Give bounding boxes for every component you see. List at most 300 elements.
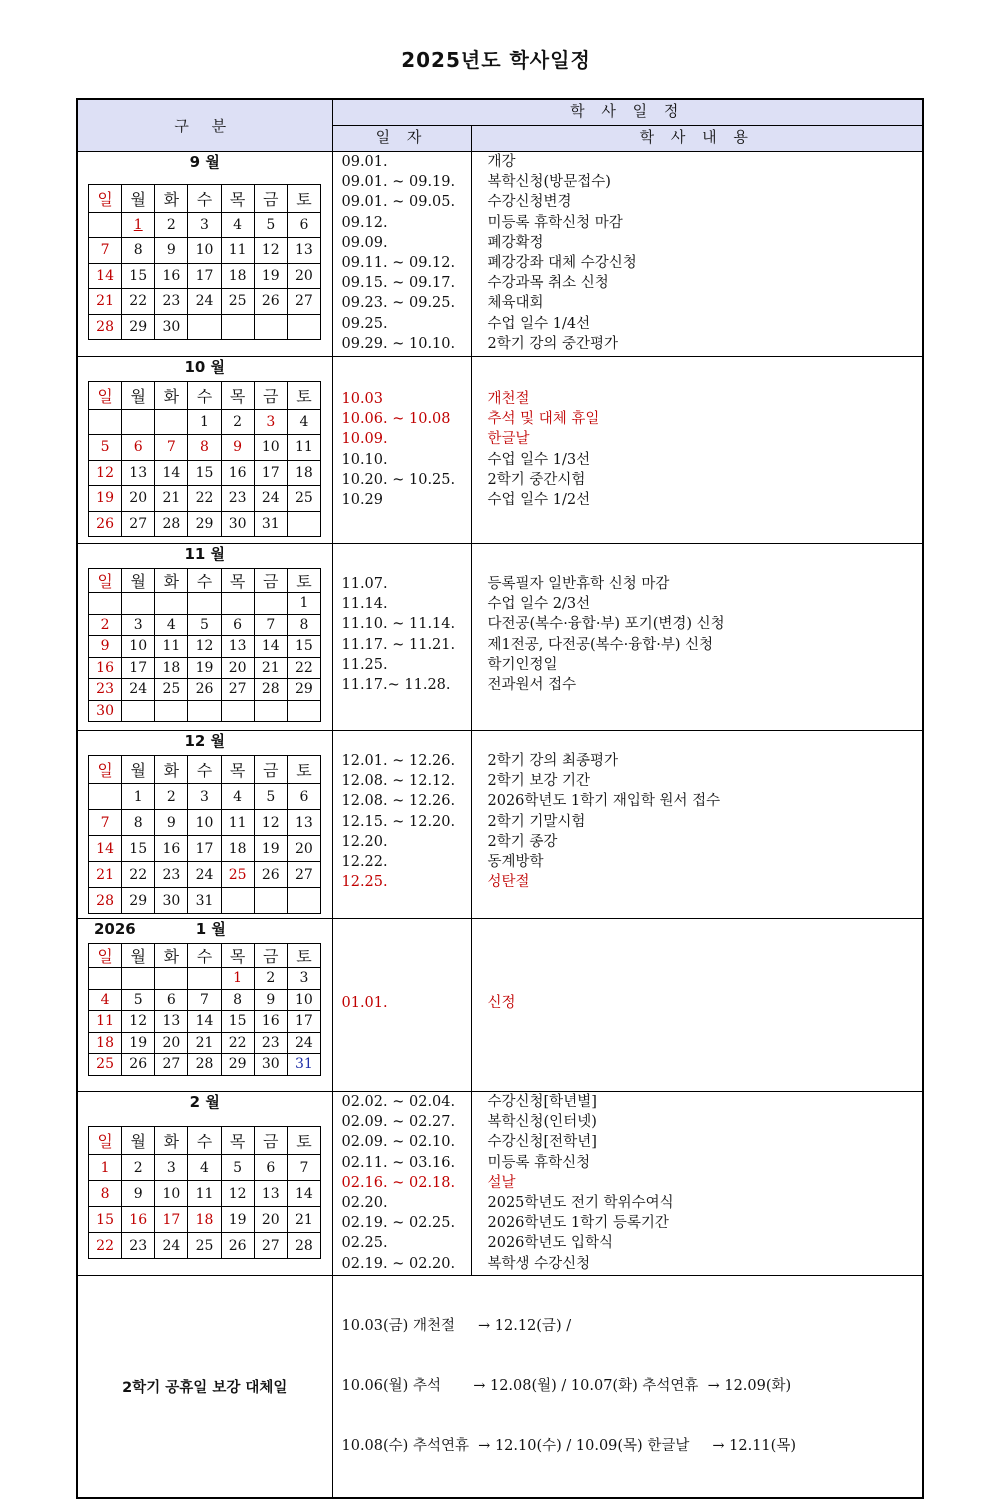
event-contents-cell bbox=[471, 919, 923, 1092]
event-date: 10.20. ~ 10.25. bbox=[341, 471, 456, 488]
weekday-label: 화 bbox=[155, 185, 188, 213]
calendar-day: 7 bbox=[254, 614, 287, 636]
calendar-day: 4 bbox=[155, 614, 188, 636]
calendar-day: 5 bbox=[254, 784, 287, 810]
calendar-day bbox=[221, 593, 254, 615]
calendar-day: 24 bbox=[155, 1233, 188, 1259]
calendar-day: 19 bbox=[89, 486, 122, 512]
weekday-label: 수 bbox=[188, 1127, 221, 1155]
month-row bbox=[77, 919, 923, 1092]
event-text: 수업 일수 1/3선 bbox=[487, 451, 591, 468]
calendar-day: 9 bbox=[155, 810, 188, 836]
weekday-label: 월 bbox=[122, 185, 155, 213]
event-dates-cell bbox=[332, 544, 471, 731]
footer-line: 10.06(월) 추석 → 12.08(월) / 10.07(화) 추석연휴 → 12.09(화) bbox=[341, 1378, 792, 1395]
calendar-day bbox=[122, 968, 155, 990]
event-date: 11.25. bbox=[341, 656, 388, 673]
calendar-day: 13 bbox=[287, 238, 320, 264]
page-title: 2025년도 학사일정 bbox=[401, 48, 591, 72]
footer-line: 10.03(금) 개천절 → 12.12(금) / bbox=[341, 1318, 572, 1334]
event-text: 폐강확정 bbox=[487, 234, 544, 251]
calendar-day: 9 bbox=[254, 989, 287, 1011]
calendar-day: 11 bbox=[188, 1181, 221, 1207]
calendar-day: 14 bbox=[155, 460, 188, 486]
calendar-day bbox=[188, 593, 221, 615]
calendar-day: 6 bbox=[254, 1155, 287, 1181]
weekday-label: 금 bbox=[254, 185, 287, 213]
calendar-day: 29 bbox=[287, 679, 320, 701]
schedule-header: 학 사 일 정 bbox=[332, 99, 923, 126]
calendar-day: 20 bbox=[254, 1207, 287, 1233]
calendar-day: 19 bbox=[254, 836, 287, 862]
calendar-day: 18 bbox=[89, 1032, 122, 1054]
calendar-day: 19 bbox=[188, 657, 221, 679]
weekday-label: 토 bbox=[287, 569, 320, 593]
weekday-label: 토 bbox=[287, 1127, 320, 1155]
month-calendar-cell bbox=[77, 731, 332, 919]
calendar-day: 17 bbox=[188, 263, 221, 289]
calendar-day: 1 bbox=[287, 593, 320, 615]
calendar-day: 28 bbox=[155, 511, 188, 537]
weekday-label: 금 bbox=[254, 756, 287, 784]
event-dates-cell bbox=[332, 1092, 471, 1276]
calendar-day: 31 bbox=[287, 1054, 320, 1076]
calendar-day: 6 bbox=[221, 614, 254, 636]
event-date: 09.15. ~ 09.17. bbox=[341, 275, 456, 292]
event-text: 신정 bbox=[487, 995, 516, 1011]
event-date: 10.03 bbox=[341, 391, 384, 407]
calendar-day: 6 bbox=[287, 212, 320, 238]
calendar-day: 19 bbox=[254, 263, 287, 289]
mini-calendar bbox=[88, 381, 321, 537]
calendar-day: 4 bbox=[287, 409, 320, 435]
calendar-day: 30 bbox=[155, 314, 188, 340]
calendar-day: 2 bbox=[254, 968, 287, 990]
event-date: 09.01. ~ 09.05. bbox=[341, 194, 456, 211]
weekday-label: 일 bbox=[89, 944, 122, 968]
event-date: 12.15. ~ 12.20. bbox=[341, 813, 456, 830]
weekday-label: 목 bbox=[221, 185, 254, 213]
calendar-day: 21 bbox=[188, 1032, 221, 1054]
calendar-day bbox=[287, 511, 320, 537]
event-text: 2학기 종강 bbox=[487, 833, 558, 850]
calendar-day: 15 bbox=[122, 836, 155, 862]
month-row bbox=[77, 152, 923, 357]
month-title: 2 월 bbox=[189, 1093, 220, 1111]
calendar-day: 4 bbox=[89, 989, 122, 1011]
event-text: 미등록 휴학신청 bbox=[487, 1154, 591, 1171]
calendar-day: 17 bbox=[254, 460, 287, 486]
calendar-day: 27 bbox=[122, 511, 155, 537]
calendar-day: 2 bbox=[155, 212, 188, 238]
month-calendar-cell bbox=[77, 357, 332, 544]
calendar-day: 3 bbox=[254, 409, 287, 435]
calendar-day: 7 bbox=[287, 1155, 320, 1181]
weekday-label: 토 bbox=[287, 756, 320, 784]
calendar-day: 4 bbox=[221, 212, 254, 238]
weekday-label: 수 bbox=[188, 944, 221, 968]
calendar-day: 14 bbox=[89, 263, 122, 289]
calendar-day: 3 bbox=[188, 784, 221, 810]
calendar-day: 30 bbox=[254, 1054, 287, 1076]
event-text: 등록필자 일반휴학 신청 마감 bbox=[487, 576, 670, 592]
calendar-day: 14 bbox=[287, 1181, 320, 1207]
calendar-day: 29 bbox=[221, 1054, 254, 1076]
event-text: 제1전공, 다전공(복수·융합·부) 신청 bbox=[487, 636, 714, 653]
event-text: 성탄절 bbox=[487, 874, 530, 891]
calendar-day: 24 bbox=[188, 862, 221, 888]
calendar-day: 5 bbox=[89, 435, 122, 461]
date-header: 일 자 bbox=[332, 126, 471, 152]
event-contents-cell bbox=[471, 731, 923, 919]
calendar-day: 15 bbox=[89, 1207, 122, 1233]
calendar-day: 2 bbox=[155, 784, 188, 810]
calendar-day: 10 bbox=[188, 238, 221, 264]
calendar-day: 23 bbox=[89, 679, 122, 701]
calendar-day: 16 bbox=[155, 836, 188, 862]
month-calendar-cell bbox=[77, 919, 332, 1092]
month-title: 9 월 bbox=[189, 153, 220, 171]
weekday-label: 금 bbox=[254, 569, 287, 593]
calendar-day: 28 bbox=[188, 1054, 221, 1076]
calendar-day bbox=[122, 593, 155, 615]
year-label: 2026 bbox=[94, 920, 136, 938]
event-text: 2학기 중간시험 bbox=[487, 471, 586, 488]
content-header: 학 사 내 용 bbox=[471, 126, 923, 152]
calendar-day: 25 bbox=[155, 679, 188, 701]
calendar-day bbox=[89, 593, 122, 615]
calendar-day: 12 bbox=[221, 1181, 254, 1207]
calendar-day: 5 bbox=[122, 989, 155, 1011]
calendar-day: 13 bbox=[287, 810, 320, 836]
calendar-day: 22 bbox=[89, 1233, 122, 1259]
month-title: 11 월 bbox=[184, 545, 226, 563]
calendar-day: 30 bbox=[89, 700, 122, 722]
calendar-day bbox=[155, 409, 188, 435]
weekday-label: 일 bbox=[89, 382, 122, 410]
event-text: 수강신청변경 bbox=[487, 194, 572, 211]
calendar-day: 23 bbox=[155, 862, 188, 888]
month-calendar-cell bbox=[77, 544, 332, 731]
weekday-label: 금 bbox=[254, 1127, 287, 1155]
event-text: 수업 일수 2/3선 bbox=[487, 596, 591, 613]
calendar-day: 3 bbox=[188, 212, 221, 238]
calendar-day: 31 bbox=[188, 888, 221, 914]
calendar-day bbox=[287, 888, 320, 914]
event-text: 2학기 보강 기간 bbox=[487, 773, 590, 790]
calendar-day: 24 bbox=[287, 1032, 320, 1054]
calendar-day: 2 bbox=[221, 409, 254, 435]
calendar-day: 6 bbox=[287, 784, 320, 810]
calendar-day: 26 bbox=[188, 679, 221, 701]
calendar-day: 16 bbox=[254, 1011, 287, 1033]
footer-label: 2학기 공휴일 보강 대체일 bbox=[77, 1276, 332, 1498]
calendar-day bbox=[254, 888, 287, 914]
calendar-day: 25 bbox=[89, 1054, 122, 1076]
calendar-day: 11 bbox=[221, 810, 254, 836]
calendar-day: 29 bbox=[122, 888, 155, 914]
calendar-day bbox=[188, 700, 221, 722]
calendar-day: 10 bbox=[122, 636, 155, 658]
event-text: 개천절 bbox=[487, 391, 530, 407]
calendar-day: 20 bbox=[122, 486, 155, 512]
calendar-day bbox=[221, 314, 254, 340]
calendar-day: 26 bbox=[221, 1233, 254, 1259]
mini-calendar bbox=[88, 568, 321, 722]
event-dates-cell bbox=[332, 731, 471, 919]
event-date: 09.01. ~ 09.19. bbox=[341, 174, 456, 191]
calendar-day: 28 bbox=[89, 314, 122, 340]
mini-calendar bbox=[88, 943, 321, 1076]
calendar-day: 7 bbox=[188, 989, 221, 1011]
event-text: 학기인정일 bbox=[487, 656, 558, 673]
calendar-day: 27 bbox=[155, 1054, 188, 1076]
calendar-day: 9 bbox=[89, 636, 122, 658]
event-date: 09.29. ~ 10.10. bbox=[341, 335, 456, 352]
calendar-day: 8 bbox=[122, 810, 155, 836]
calendar-day: 1 bbox=[122, 784, 155, 810]
calendar-day: 20 bbox=[287, 263, 320, 289]
calendar-day: 17 bbox=[155, 1207, 188, 1233]
calendar-day: 13 bbox=[221, 636, 254, 658]
weekday-label: 화 bbox=[155, 1127, 188, 1155]
month-row bbox=[77, 357, 923, 544]
event-contents-cell bbox=[471, 1092, 923, 1276]
event-dates-cell bbox=[332, 919, 471, 1092]
calendar-day bbox=[254, 700, 287, 722]
event-text: 복학생 수강신청 bbox=[487, 1255, 591, 1272]
calendar-day bbox=[254, 593, 287, 615]
event-date: 02.19. ~ 02.25. bbox=[341, 1215, 456, 1232]
calendar-day: 3 bbox=[155, 1155, 188, 1181]
event-date: 11.14. bbox=[341, 596, 388, 613]
calendar-day: 9 bbox=[155, 238, 188, 264]
event-text: 수업 일수 1/4선 bbox=[487, 315, 591, 332]
calendar-day: 17 bbox=[287, 1011, 320, 1033]
calendar-day: 11 bbox=[221, 238, 254, 264]
event-text: 폐강강좌 대체 수강신청 bbox=[487, 254, 637, 271]
calendar-day: 19 bbox=[122, 1032, 155, 1054]
event-date: 01.01. bbox=[341, 995, 388, 1011]
month-calendar-cell bbox=[77, 152, 332, 357]
event-text: 수강신청[학년별] bbox=[487, 1094, 597, 1110]
event-text: 체육대회 bbox=[487, 295, 544, 312]
event-text: 복학신청(인터넷) bbox=[487, 1114, 597, 1131]
weekday-label: 화 bbox=[155, 944, 188, 968]
calendar-day: 21 bbox=[155, 486, 188, 512]
calendar-day bbox=[89, 409, 122, 435]
event-text: 다전공(복수·융합·부) 포기(변경) 신청 bbox=[487, 616, 725, 633]
event-text: 한글날 bbox=[487, 431, 530, 448]
weekday-label: 월 bbox=[122, 1127, 155, 1155]
calendar-day: 24 bbox=[122, 679, 155, 701]
calendar-day: 15 bbox=[122, 263, 155, 289]
calendar-day bbox=[155, 593, 188, 615]
calendar-day: 26 bbox=[254, 862, 287, 888]
event-text: 2025학년도 전기 학위수여식 bbox=[487, 1194, 674, 1211]
calendar-day: 20 bbox=[221, 657, 254, 679]
calendar-day: 23 bbox=[155, 289, 188, 315]
event-date: 02.02. ~ 02.04. bbox=[341, 1094, 456, 1110]
weekday-label: 화 bbox=[155, 382, 188, 410]
weekday-label: 월 bbox=[122, 569, 155, 593]
calendar-day: 30 bbox=[155, 888, 188, 914]
calendar-day: 20 bbox=[287, 836, 320, 862]
event-date: 12.08. ~ 12.12. bbox=[341, 773, 456, 790]
calendar-day bbox=[155, 700, 188, 722]
weekday-label: 수 bbox=[188, 185, 221, 213]
calendar-day: 25 bbox=[287, 486, 320, 512]
calendar-day bbox=[89, 784, 122, 810]
calendar-day: 1 bbox=[122, 212, 155, 238]
weekday-label: 월 bbox=[122, 944, 155, 968]
event-text: 전과원서 접수 bbox=[487, 676, 577, 693]
calendar-day: 14 bbox=[254, 636, 287, 658]
event-date: 12.25. bbox=[341, 874, 388, 891]
calendar-day bbox=[221, 700, 254, 722]
weekday-label: 목 bbox=[221, 382, 254, 410]
calendar-day: 21 bbox=[89, 862, 122, 888]
event-date: 10.10. bbox=[341, 451, 388, 468]
calendar-day: 23 bbox=[254, 1032, 287, 1054]
calendar-day: 21 bbox=[287, 1207, 320, 1233]
event-date: 11.10. ~ 11.14. bbox=[341, 616, 456, 633]
event-date: 09.25. bbox=[341, 315, 388, 332]
event-text: 수강신청[전학년] bbox=[487, 1134, 597, 1151]
weekday-label: 일 bbox=[89, 756, 122, 784]
month-row bbox=[77, 1092, 923, 1276]
event-date: 12.01. ~ 12.26. bbox=[341, 753, 456, 769]
calendar-day: 22 bbox=[122, 862, 155, 888]
event-date: 02.11. ~ 03.16. bbox=[341, 1154, 456, 1171]
event-date: 02.09. ~ 02.27. bbox=[341, 1114, 456, 1131]
event-dates-cell bbox=[332, 357, 471, 544]
calendar-day: 11 bbox=[89, 1011, 122, 1033]
calendar-day: 8 bbox=[287, 614, 320, 636]
event-date: 09.11. ~ 09.12. bbox=[341, 254, 456, 271]
month-title: 10 월 bbox=[184, 358, 226, 376]
calendar-day: 13 bbox=[122, 460, 155, 486]
event-text: 개강 bbox=[487, 154, 516, 170]
weekday-label: 수 bbox=[188, 569, 221, 593]
calendar-day: 6 bbox=[155, 989, 188, 1011]
event-date: 09.01. bbox=[341, 154, 388, 170]
calendar-day: 27 bbox=[287, 289, 320, 315]
calendar-day: 15 bbox=[188, 460, 221, 486]
calendar-day: 3 bbox=[287, 968, 320, 990]
event-date: 11.07. bbox=[341, 576, 388, 592]
calendar-day: 17 bbox=[122, 657, 155, 679]
calendar-day: 16 bbox=[89, 657, 122, 679]
calendar-day: 24 bbox=[254, 486, 287, 512]
calendar-day: 9 bbox=[122, 1181, 155, 1207]
calendar-day: 27 bbox=[221, 679, 254, 701]
calendar-day: 2 bbox=[122, 1155, 155, 1181]
event-text: 동계방학 bbox=[487, 853, 544, 870]
month-calendar-cell bbox=[77, 1092, 332, 1276]
calendar-day: 18 bbox=[155, 657, 188, 679]
calendar-day: 1 bbox=[188, 409, 221, 435]
calendar-day: 4 bbox=[188, 1155, 221, 1181]
calendar-day: 23 bbox=[221, 486, 254, 512]
weekday-label: 목 bbox=[221, 569, 254, 593]
event-dates-cell bbox=[332, 152, 471, 357]
calendar-day bbox=[188, 314, 221, 340]
calendar-day: 25 bbox=[221, 862, 254, 888]
calendar-day: 18 bbox=[221, 836, 254, 862]
event-text: 복학신청(방문접수) bbox=[487, 174, 611, 191]
weekday-label: 월 bbox=[122, 756, 155, 784]
calendar-day: 22 bbox=[188, 486, 221, 512]
weekday-label: 금 bbox=[254, 944, 287, 968]
event-date: 12.20. bbox=[341, 833, 388, 850]
calendar-day: 8 bbox=[122, 238, 155, 264]
calendar-day bbox=[89, 212, 122, 238]
calendar-day: 22 bbox=[122, 289, 155, 315]
calendar-day: 26 bbox=[254, 289, 287, 315]
month-row bbox=[77, 544, 923, 731]
calendar-day: 3 bbox=[122, 614, 155, 636]
calendar-day: 18 bbox=[287, 460, 320, 486]
weekday-label: 토 bbox=[287, 944, 320, 968]
calendar-day: 12 bbox=[122, 1011, 155, 1033]
calendar-day bbox=[287, 700, 320, 722]
calendar-day: 2 bbox=[89, 614, 122, 636]
calendar-day: 16 bbox=[155, 263, 188, 289]
calendar-day: 7 bbox=[89, 810, 122, 836]
calendar-day: 1 bbox=[89, 1155, 122, 1181]
event-date: 09.12. bbox=[341, 214, 388, 231]
calendar-day: 7 bbox=[89, 238, 122, 264]
calendar-day: 20 bbox=[155, 1032, 188, 1054]
calendar-day: 27 bbox=[254, 1233, 287, 1259]
event-date: 11.17.~ 11.28. bbox=[341, 676, 451, 693]
calendar-day: 26 bbox=[122, 1054, 155, 1076]
calendar-day: 10 bbox=[188, 810, 221, 836]
calendar-day: 12 bbox=[254, 238, 287, 264]
calendar-day: 25 bbox=[221, 289, 254, 315]
event-date: 02.20. bbox=[341, 1194, 388, 1211]
event-date: 09.23. ~ 09.25. bbox=[341, 295, 456, 312]
footer-line: 10.08(수) 추석연휴 → 12.10(수) / 10.09(목) 한글날 → 12.11(목) bbox=[341, 1438, 796, 1455]
calendar-day: 26 bbox=[89, 511, 122, 537]
calendar-day: 11 bbox=[155, 636, 188, 658]
calendar-day bbox=[89, 968, 122, 990]
calendar-day: 15 bbox=[221, 1011, 254, 1033]
calendar-day: 24 bbox=[188, 289, 221, 315]
calendar-day bbox=[221, 888, 254, 914]
event-text: 2026학년도 1학기 등록기간 bbox=[487, 1215, 669, 1232]
calendar-day: 10 bbox=[155, 1181, 188, 1207]
calendar-day: 28 bbox=[287, 1233, 320, 1259]
calendar-day: 14 bbox=[89, 836, 122, 862]
weekday-label: 일 bbox=[89, 1127, 122, 1155]
mini-calendar bbox=[88, 1126, 321, 1259]
event-text: 미등록 휴학신청 마감 bbox=[487, 214, 623, 231]
weekday-label: 수 bbox=[188, 756, 221, 784]
calendar-day: 7 bbox=[155, 435, 188, 461]
event-text: 수강과목 취소 신청 bbox=[487, 275, 609, 292]
calendar-day bbox=[122, 409, 155, 435]
event-text: 추석 및 대체 휴일 bbox=[487, 411, 600, 428]
calendar-day: 5 bbox=[254, 212, 287, 238]
category-header: 구 분 bbox=[77, 99, 332, 152]
calendar-day: 5 bbox=[188, 614, 221, 636]
weekday-label: 목 bbox=[221, 1127, 254, 1155]
event-text: 2학기 강의 최종평가 bbox=[487, 753, 618, 769]
calendar-day: 28 bbox=[89, 888, 122, 914]
calendar-day bbox=[122, 700, 155, 722]
